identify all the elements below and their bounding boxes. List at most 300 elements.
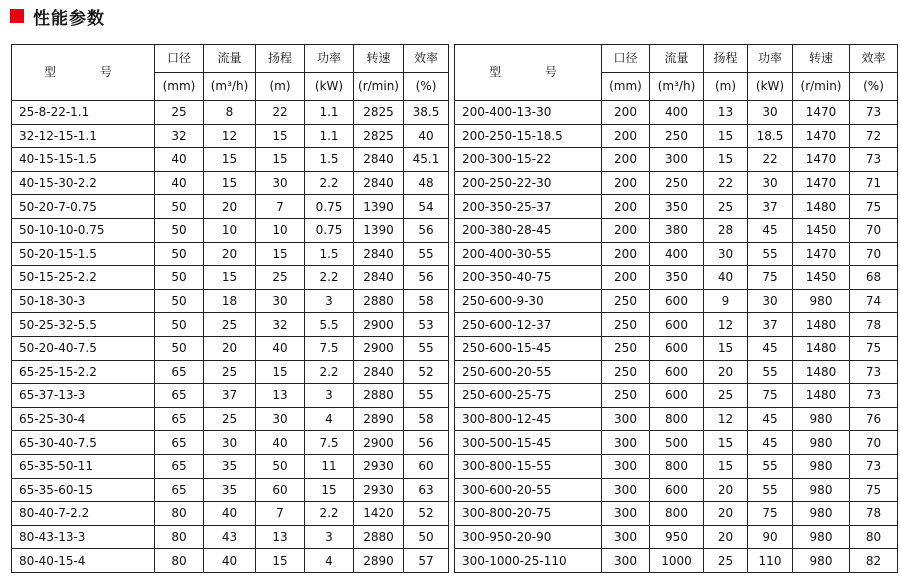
cell-diameter: 200 bbox=[602, 124, 650, 148]
cell-power: 3 bbox=[305, 384, 354, 408]
cell-efficiency: 57 bbox=[404, 549, 449, 573]
cell-diameter: 250 bbox=[602, 384, 650, 408]
cell-flow: 8 bbox=[204, 101, 256, 125]
col-flow-unit: (m³/h) bbox=[650, 73, 704, 101]
section-title: 性能参数 bbox=[33, 8, 105, 29]
cell-flow: 37 bbox=[204, 384, 256, 408]
cell-diameter: 25 bbox=[155, 101, 204, 125]
cell-diameter: 65 bbox=[155, 478, 204, 502]
cell-power: 5.5 bbox=[305, 313, 354, 337]
cell-efficiency: 55 bbox=[404, 384, 449, 408]
table-row bbox=[455, 266, 898, 290]
cell-efficiency: 72 bbox=[850, 124, 898, 148]
cell-diameter: 200 bbox=[602, 101, 650, 125]
cell-model: 250-600-12-37 bbox=[455, 313, 602, 337]
cell-head: 15 bbox=[704, 431, 748, 455]
performance-table-left bbox=[11, 44, 449, 573]
cell-speed: 1470 bbox=[793, 242, 850, 266]
cell-diameter: 65 bbox=[155, 431, 204, 455]
col-flow: 流量 bbox=[204, 45, 256, 73]
cell-speed: 2880 bbox=[354, 289, 404, 313]
col-efficiency: 效率 bbox=[850, 45, 898, 73]
cell-speed: 1480 bbox=[793, 195, 850, 219]
cell-head: 15 bbox=[256, 549, 305, 573]
cell-model: 250-600-15-45 bbox=[455, 336, 602, 360]
cell-efficiency: 73 bbox=[850, 148, 898, 172]
cell-efficiency: 73 bbox=[850, 384, 898, 408]
cell-flow: 400 bbox=[650, 101, 704, 125]
col-efficiency-unit: (%) bbox=[404, 73, 449, 101]
table-row bbox=[12, 454, 449, 478]
cell-model: 200-400-30-55 bbox=[455, 242, 602, 266]
cell-speed: 980 bbox=[793, 289, 850, 313]
table-header bbox=[455, 45, 898, 101]
table-row bbox=[12, 525, 449, 549]
cell-head: 25 bbox=[256, 266, 305, 290]
cell-diameter: 50 bbox=[155, 242, 204, 266]
col-power-unit: (kW) bbox=[305, 73, 354, 101]
cell-flow: 25 bbox=[204, 360, 256, 384]
cell-diameter: 40 bbox=[155, 148, 204, 172]
cell-model: 80-40-7-2.2 bbox=[12, 502, 155, 526]
cell-model: 300-500-15-45 bbox=[455, 431, 602, 455]
cell-model: 300-800-12-45 bbox=[455, 407, 602, 431]
cell-flow: 250 bbox=[650, 124, 704, 148]
cell-power: 75 bbox=[748, 502, 793, 526]
cell-efficiency: 40 bbox=[404, 124, 449, 148]
cell-head: 25 bbox=[704, 195, 748, 219]
cell-model: 200-350-40-75 bbox=[455, 266, 602, 290]
cell-flow: 12 bbox=[204, 124, 256, 148]
cell-model: 65-35-50-11 bbox=[12, 454, 155, 478]
table-row bbox=[455, 289, 898, 313]
table-row bbox=[12, 384, 449, 408]
cell-flow: 35 bbox=[204, 478, 256, 502]
cell-head: 13 bbox=[256, 525, 305, 549]
cell-efficiency: 78 bbox=[850, 313, 898, 337]
cell-head: 20 bbox=[704, 478, 748, 502]
cell-speed: 1470 bbox=[793, 124, 850, 148]
cell-flow: 15 bbox=[204, 171, 256, 195]
cell-power: 55 bbox=[748, 454, 793, 478]
cell-flow: 20 bbox=[204, 242, 256, 266]
cell-head: 12 bbox=[704, 313, 748, 337]
cell-speed: 980 bbox=[793, 407, 850, 431]
cell-model: 40-15-30-2.2 bbox=[12, 171, 155, 195]
col-speed-unit: (r/min) bbox=[354, 73, 404, 101]
cell-flow: 600 bbox=[650, 478, 704, 502]
cell-speed: 980 bbox=[793, 454, 850, 478]
cell-flow: 250 bbox=[650, 171, 704, 195]
cell-power: 30 bbox=[748, 289, 793, 313]
cell-efficiency: 56 bbox=[404, 266, 449, 290]
cell-head: 15 bbox=[704, 124, 748, 148]
cell-flow: 800 bbox=[650, 407, 704, 431]
cell-speed: 2840 bbox=[354, 171, 404, 195]
cell-head: 50 bbox=[256, 454, 305, 478]
cell-power: 0.75 bbox=[305, 218, 354, 242]
cell-speed: 1420 bbox=[354, 502, 404, 526]
cell-power: 1.1 bbox=[305, 101, 354, 125]
cell-diameter: 200 bbox=[602, 266, 650, 290]
cell-diameter: 80 bbox=[155, 502, 204, 526]
cell-speed: 2880 bbox=[354, 525, 404, 549]
cell-head: 15 bbox=[256, 148, 305, 172]
cell-flow: 800 bbox=[650, 502, 704, 526]
cell-speed: 1480 bbox=[793, 336, 850, 360]
cell-speed: 2900 bbox=[354, 431, 404, 455]
cell-efficiency: 74 bbox=[850, 289, 898, 313]
cell-power: 37 bbox=[748, 195, 793, 219]
cell-efficiency: 75 bbox=[850, 336, 898, 360]
cell-model: 300-800-20-75 bbox=[455, 502, 602, 526]
cell-power: 7.5 bbox=[305, 336, 354, 360]
cell-power: 30 bbox=[748, 171, 793, 195]
cell-speed: 980 bbox=[793, 549, 850, 573]
cell-head: 12 bbox=[704, 407, 748, 431]
cell-efficiency: 52 bbox=[404, 360, 449, 384]
cell-head: 25 bbox=[704, 384, 748, 408]
cell-speed: 2825 bbox=[354, 101, 404, 125]
col-speed: 转速 bbox=[354, 45, 404, 73]
col-diameter: 口径 bbox=[155, 45, 204, 73]
table-row bbox=[12, 171, 449, 195]
cell-efficiency: 56 bbox=[404, 431, 449, 455]
cell-power: 45 bbox=[748, 431, 793, 455]
cell-speed: 2840 bbox=[354, 266, 404, 290]
cell-flow: 800 bbox=[650, 454, 704, 478]
cell-speed: 1470 bbox=[793, 101, 850, 125]
table-row bbox=[12, 336, 449, 360]
table-row bbox=[455, 124, 898, 148]
col-model: 型 号 bbox=[12, 45, 155, 101]
cell-model: 200-250-15-18.5 bbox=[455, 124, 602, 148]
cell-speed: 1470 bbox=[793, 148, 850, 172]
cell-head: 40 bbox=[704, 266, 748, 290]
col-power: 功率 bbox=[748, 45, 793, 73]
cell-head: 15 bbox=[256, 360, 305, 384]
cell-flow: 25 bbox=[204, 407, 256, 431]
cell-efficiency: 55 bbox=[404, 242, 449, 266]
cell-efficiency: 80 bbox=[850, 525, 898, 549]
col-efficiency: 效率 bbox=[404, 45, 449, 73]
table-row bbox=[12, 218, 449, 242]
cell-head: 20 bbox=[704, 502, 748, 526]
cell-power: 2.2 bbox=[305, 171, 354, 195]
cell-flow: 600 bbox=[650, 289, 704, 313]
table-row bbox=[455, 313, 898, 337]
cell-power: 2.2 bbox=[305, 266, 354, 290]
cell-efficiency: 52 bbox=[404, 502, 449, 526]
cell-flow: 40 bbox=[204, 549, 256, 573]
col-diameter-unit: (mm) bbox=[155, 73, 204, 101]
cell-model: 300-800-15-55 bbox=[455, 454, 602, 478]
col-head-unit: (m) bbox=[704, 73, 748, 101]
cell-speed: 2825 bbox=[354, 124, 404, 148]
cell-diameter: 200 bbox=[602, 218, 650, 242]
table-row bbox=[12, 431, 449, 455]
table-row bbox=[455, 148, 898, 172]
cell-head: 32 bbox=[256, 313, 305, 337]
cell-flow: 20 bbox=[204, 336, 256, 360]
cell-diameter: 80 bbox=[155, 525, 204, 549]
col-power: 功率 bbox=[305, 45, 354, 73]
cell-flow: 300 bbox=[650, 148, 704, 172]
cell-model: 40-15-15-1.5 bbox=[12, 148, 155, 172]
cell-power: 55 bbox=[748, 360, 793, 384]
cell-speed: 1470 bbox=[793, 171, 850, 195]
cell-diameter: 50 bbox=[155, 289, 204, 313]
cell-power: 45 bbox=[748, 336, 793, 360]
cell-power: 110 bbox=[748, 549, 793, 573]
cell-diameter: 300 bbox=[602, 549, 650, 573]
cell-diameter: 200 bbox=[602, 195, 650, 219]
cell-flow: 600 bbox=[650, 313, 704, 337]
cell-flow: 10 bbox=[204, 218, 256, 242]
cell-head: 22 bbox=[704, 171, 748, 195]
cell-model: 65-37-13-3 bbox=[12, 384, 155, 408]
cell-head: 20 bbox=[704, 525, 748, 549]
cell-efficiency: 70 bbox=[850, 431, 898, 455]
cell-efficiency: 58 bbox=[404, 289, 449, 313]
cell-model: 80-43-13-3 bbox=[12, 525, 155, 549]
cell-flow: 600 bbox=[650, 360, 704, 384]
cell-diameter: 200 bbox=[602, 242, 650, 266]
cell-efficiency: 60 bbox=[404, 454, 449, 478]
cell-head: 9 bbox=[704, 289, 748, 313]
table-row bbox=[455, 478, 898, 502]
cell-head: 15 bbox=[704, 454, 748, 478]
table-row bbox=[12, 502, 449, 526]
table-row bbox=[455, 171, 898, 195]
table-row bbox=[455, 218, 898, 242]
cell-power: 3 bbox=[305, 289, 354, 313]
cell-efficiency: 55 bbox=[404, 336, 449, 360]
cell-power: 30 bbox=[748, 101, 793, 125]
cell-model: 50-20-7-0.75 bbox=[12, 195, 155, 219]
cell-model: 50-10-10-0.75 bbox=[12, 218, 155, 242]
cell-model: 65-25-15-2.2 bbox=[12, 360, 155, 384]
cell-model: 32-12-15-1.1 bbox=[12, 124, 155, 148]
cell-efficiency: 73 bbox=[850, 101, 898, 125]
cell-power: 55 bbox=[748, 478, 793, 502]
cell-flow: 600 bbox=[650, 336, 704, 360]
cell-efficiency: 54 bbox=[404, 195, 449, 219]
cell-model: 50-18-30-3 bbox=[12, 289, 155, 313]
table-row bbox=[455, 431, 898, 455]
table-row bbox=[455, 454, 898, 478]
cell-efficiency: 48 bbox=[404, 171, 449, 195]
cell-flow: 600 bbox=[650, 384, 704, 408]
cell-power: 90 bbox=[748, 525, 793, 549]
cell-head: 15 bbox=[256, 242, 305, 266]
cell-speed: 2930 bbox=[354, 478, 404, 502]
table-row bbox=[455, 502, 898, 526]
table-row bbox=[12, 148, 449, 172]
cell-diameter: 40 bbox=[155, 171, 204, 195]
col-speed: 转速 bbox=[793, 45, 850, 73]
cell-model: 50-15-25-2.2 bbox=[12, 266, 155, 290]
cell-speed: 980 bbox=[793, 431, 850, 455]
cell-diameter: 250 bbox=[602, 336, 650, 360]
table-row bbox=[12, 266, 449, 290]
table-row bbox=[12, 242, 449, 266]
cell-flow: 35 bbox=[204, 454, 256, 478]
cell-diameter: 300 bbox=[602, 454, 650, 478]
cell-model: 300-1000-25-110 bbox=[455, 549, 602, 573]
cell-power: 4 bbox=[305, 549, 354, 573]
table-row bbox=[12, 289, 449, 313]
cell-flow: 1000 bbox=[650, 549, 704, 573]
col-head: 扬程 bbox=[256, 45, 305, 73]
table-body bbox=[12, 101, 449, 573]
cell-power: 45 bbox=[748, 218, 793, 242]
cell-head: 28 bbox=[704, 218, 748, 242]
cell-diameter: 65 bbox=[155, 454, 204, 478]
cell-flow: 43 bbox=[204, 525, 256, 549]
cell-speed: 2890 bbox=[354, 407, 404, 431]
table-row bbox=[12, 478, 449, 502]
cell-speed: 2890 bbox=[354, 549, 404, 573]
cell-diameter: 50 bbox=[155, 313, 204, 337]
cell-model: 50-20-15-1.5 bbox=[12, 242, 155, 266]
cell-model: 300-950-20-90 bbox=[455, 525, 602, 549]
cell-speed: 1480 bbox=[793, 360, 850, 384]
cell-model: 50-20-40-7.5 bbox=[12, 336, 155, 360]
table-row bbox=[12, 101, 449, 125]
cell-diameter: 65 bbox=[155, 384, 204, 408]
col-head: 扬程 bbox=[704, 45, 748, 73]
cell-power: 75 bbox=[748, 384, 793, 408]
cell-flow: 380 bbox=[650, 218, 704, 242]
cell-flow: 350 bbox=[650, 266, 704, 290]
table-row bbox=[455, 549, 898, 573]
cell-diameter: 65 bbox=[155, 360, 204, 384]
col-speed-unit: (r/min) bbox=[793, 73, 850, 101]
cell-efficiency: 68 bbox=[850, 266, 898, 290]
col-power-unit: (kW) bbox=[748, 73, 793, 101]
cell-model: 200-250-22-30 bbox=[455, 171, 602, 195]
table-row bbox=[455, 336, 898, 360]
cell-speed: 1390 bbox=[354, 218, 404, 242]
table-row bbox=[12, 549, 449, 573]
cell-model: 65-35-60-15 bbox=[12, 478, 155, 502]
cell-power: 22 bbox=[748, 148, 793, 172]
section-header bbox=[10, 4, 105, 28]
cell-power: 4 bbox=[305, 407, 354, 431]
table-row bbox=[455, 360, 898, 384]
cell-diameter: 50 bbox=[155, 336, 204, 360]
cell-efficiency: 45.1 bbox=[404, 148, 449, 172]
cell-head: 15 bbox=[704, 148, 748, 172]
cell-model: 200-350-25-37 bbox=[455, 195, 602, 219]
cell-efficiency: 75 bbox=[850, 195, 898, 219]
cell-model: 200-400-13-30 bbox=[455, 101, 602, 125]
cell-flow: 40 bbox=[204, 502, 256, 526]
cell-diameter: 300 bbox=[602, 431, 650, 455]
cell-flow: 15 bbox=[204, 266, 256, 290]
cell-power: 2.2 bbox=[305, 360, 354, 384]
cell-power: 75 bbox=[748, 266, 793, 290]
cell-model: 80-40-15-4 bbox=[12, 549, 155, 573]
cell-power: 15 bbox=[305, 478, 354, 502]
cell-diameter: 32 bbox=[155, 124, 204, 148]
cell-model: 200-300-15-22 bbox=[455, 148, 602, 172]
cell-diameter: 250 bbox=[602, 313, 650, 337]
cell-head: 30 bbox=[704, 242, 748, 266]
cell-diameter: 250 bbox=[602, 360, 650, 384]
cell-flow: 400 bbox=[650, 242, 704, 266]
table-row bbox=[455, 525, 898, 549]
cell-head: 40 bbox=[256, 431, 305, 455]
cell-speed: 1480 bbox=[793, 384, 850, 408]
cell-model: 250-600-25-75 bbox=[455, 384, 602, 408]
cell-flow: 18 bbox=[204, 289, 256, 313]
table-row bbox=[455, 407, 898, 431]
cell-power: 55 bbox=[748, 242, 793, 266]
cell-diameter: 300 bbox=[602, 525, 650, 549]
cell-flow: 500 bbox=[650, 431, 704, 455]
col-flow-unit: (m³/h) bbox=[204, 73, 256, 101]
cell-speed: 980 bbox=[793, 525, 850, 549]
cell-speed: 2840 bbox=[354, 360, 404, 384]
cell-speed: 2930 bbox=[354, 454, 404, 478]
cell-efficiency: 76 bbox=[850, 407, 898, 431]
col-flow: 流量 bbox=[650, 45, 704, 73]
cell-head: 30 bbox=[256, 171, 305, 195]
cell-head: 7 bbox=[256, 502, 305, 526]
cell-efficiency: 53 bbox=[404, 313, 449, 337]
performance-table-right bbox=[454, 44, 898, 573]
cell-head: 7 bbox=[256, 195, 305, 219]
cell-head: 30 bbox=[256, 289, 305, 313]
cell-flow: 350 bbox=[650, 195, 704, 219]
cell-efficiency: 56 bbox=[404, 218, 449, 242]
table-row bbox=[12, 124, 449, 148]
col-diameter: 口径 bbox=[602, 45, 650, 73]
cell-power: 11 bbox=[305, 454, 354, 478]
cell-efficiency: 63 bbox=[404, 478, 449, 502]
cell-model: 65-25-30-4 bbox=[12, 407, 155, 431]
cell-speed: 1390 bbox=[354, 195, 404, 219]
cell-model: 65-30-40-7.5 bbox=[12, 431, 155, 455]
cell-diameter: 80 bbox=[155, 549, 204, 573]
cell-speed: 2900 bbox=[354, 336, 404, 360]
cell-diameter: 300 bbox=[602, 478, 650, 502]
cell-power: 1.5 bbox=[305, 148, 354, 172]
cell-speed: 980 bbox=[793, 502, 850, 526]
table-row bbox=[12, 360, 449, 384]
cell-model: 250-600-9-30 bbox=[455, 289, 602, 313]
cell-power: 0.75 bbox=[305, 195, 354, 219]
cell-diameter: 50 bbox=[155, 195, 204, 219]
cell-diameter: 300 bbox=[602, 502, 650, 526]
cell-efficiency: 82 bbox=[850, 549, 898, 573]
cell-diameter: 300 bbox=[602, 407, 650, 431]
cell-flow: 25 bbox=[204, 313, 256, 337]
cell-diameter: 50 bbox=[155, 218, 204, 242]
cell-efficiency: 75 bbox=[850, 478, 898, 502]
table-row bbox=[12, 313, 449, 337]
cell-speed: 1480 bbox=[793, 313, 850, 337]
cell-efficiency: 73 bbox=[850, 454, 898, 478]
table-row bbox=[455, 195, 898, 219]
cell-speed: 2840 bbox=[354, 148, 404, 172]
cell-power: 2.2 bbox=[305, 502, 354, 526]
cell-speed: 2880 bbox=[354, 384, 404, 408]
cell-speed: 980 bbox=[793, 478, 850, 502]
cell-head: 20 bbox=[704, 360, 748, 384]
